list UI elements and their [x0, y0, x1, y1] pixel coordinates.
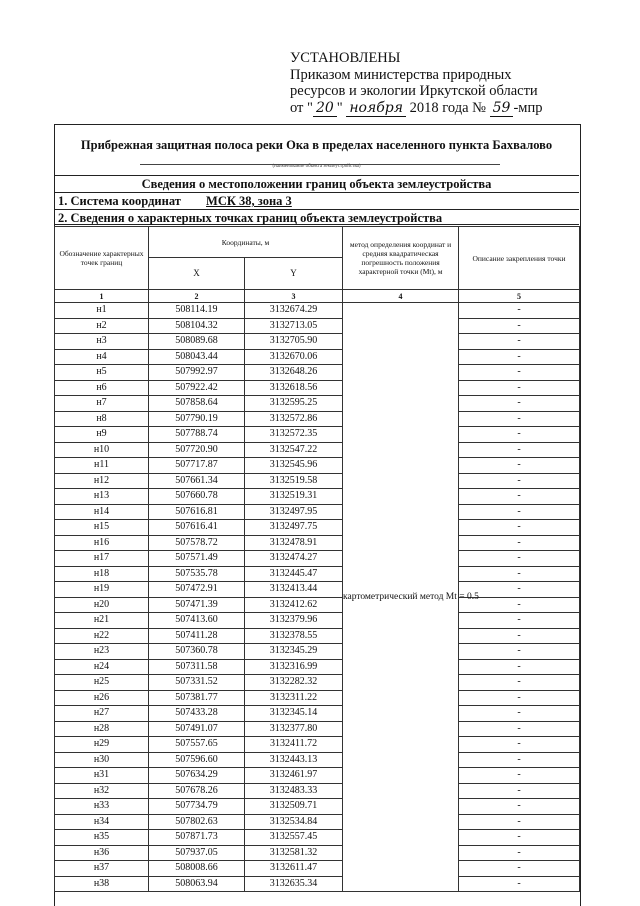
y-coordinate-cell: 3132443.13 — [245, 752, 343, 768]
description-cell: - — [459, 861, 580, 877]
x-coordinate-cell: 507802.63 — [149, 814, 245, 830]
description-cell: - — [459, 597, 580, 613]
point-name-cell: н38 — [55, 876, 149, 892]
table-row — [55, 690, 580, 706]
description-cell: - — [459, 845, 580, 861]
x-coordinate-cell: 508008.66 — [149, 861, 245, 877]
date-suffix: 2018 года № — [409, 99, 486, 116]
point-name-cell: н36 — [55, 845, 149, 861]
y-coordinate-cell: 3132497.95 — [245, 504, 343, 520]
description-cell: - — [459, 628, 580, 644]
x-coordinate-cell: 507571.49 — [149, 551, 245, 567]
table-row — [55, 427, 580, 443]
description-cell: - — [459, 737, 580, 753]
x-coordinate-cell: 507678.26 — [149, 783, 245, 799]
y-coordinate-cell: 3132595.25 — [245, 396, 343, 412]
y-coordinate-cell: 3132497.75 — [245, 520, 343, 536]
description-cell: - — [459, 504, 580, 520]
table-row — [55, 411, 580, 427]
y-coordinate-cell: 3132713.05 — [245, 318, 343, 334]
point-name-cell: н2 — [55, 318, 149, 334]
description-cell: - — [459, 783, 580, 799]
y-coordinate-cell: 3132474.27 — [245, 551, 343, 567]
point-name-cell: н37 — [55, 861, 149, 877]
x-coordinate-cell: 507717.87 — [149, 458, 245, 474]
date-mid: " — [336, 99, 343, 116]
x-coordinate-cell: 507634.29 — [149, 768, 245, 784]
table-row — [55, 442, 580, 458]
col-y-header: Y — [245, 258, 343, 290]
approval-stamp — [290, 50, 542, 116]
y-coordinate-cell: 3132618.56 — [245, 380, 343, 396]
table-row — [55, 830, 580, 846]
description-cell: - — [459, 365, 580, 381]
description-cell: - — [459, 799, 580, 815]
x-coordinate-cell: 507858.64 — [149, 396, 245, 412]
col-method-header: метод определения координат и средняя квадратическая погрешность положения характерной точки (Mt), м — [343, 227, 459, 290]
table-row — [55, 396, 580, 412]
table-row — [55, 349, 580, 365]
point-name-cell: н32 — [55, 783, 149, 799]
table-row — [55, 334, 580, 350]
table-row — [55, 845, 580, 861]
x-coordinate-cell: 507578.72 — [149, 535, 245, 551]
table-row — [55, 861, 580, 877]
x-coordinate-cell: 508104.32 — [149, 318, 245, 334]
x-coordinate-cell: 507471.39 — [149, 597, 245, 613]
x-coordinate-cell: 508043.44 — [149, 349, 245, 365]
description-cell: - — [459, 427, 580, 443]
y-coordinate-cell: 3132379.96 — [245, 613, 343, 629]
x-coordinate-cell: 508063.94 — [149, 876, 245, 892]
y-coordinate-cell: 3132483.33 — [245, 783, 343, 799]
point-name-cell: н25 — [55, 675, 149, 691]
point-name-cell: н33 — [55, 799, 149, 815]
x-coordinate-cell: 507937.05 — [149, 845, 245, 861]
table-row — [55, 768, 580, 784]
x-coordinate-cell: 508089.68 — [149, 334, 245, 350]
x-coordinate-cell: 507331.52 — [149, 675, 245, 691]
description-cell: - — [459, 768, 580, 784]
table-row — [55, 489, 580, 505]
point-name-cell: н13 — [55, 489, 149, 505]
table-row — [55, 473, 580, 489]
point-name-cell: н16 — [55, 535, 149, 551]
point-name-cell: н9 — [55, 427, 149, 443]
point-name-cell: н7 — [55, 396, 149, 412]
description-cell: - — [459, 303, 580, 319]
date-day: 20 — [313, 100, 337, 117]
points-table — [54, 226, 580, 892]
point-name-cell: н23 — [55, 644, 149, 660]
point-name-cell: н28 — [55, 721, 149, 737]
table-row — [55, 628, 580, 644]
description-cell: - — [459, 396, 580, 412]
table-row — [55, 365, 580, 381]
coord-system-value: МСК 38, зона 3 — [206, 194, 292, 208]
object-title-caption: (наименование объекта землеустройства) — [272, 164, 361, 169]
point-name-cell: н17 — [55, 551, 149, 567]
y-coordinate-cell: 3132509.71 — [245, 799, 343, 815]
description-cell: - — [459, 582, 580, 598]
table-row — [55, 318, 580, 334]
y-coordinate-cell: 3132282.32 — [245, 675, 343, 691]
y-coordinate-cell: 3132519.31 — [245, 489, 343, 505]
description-cell: - — [459, 566, 580, 582]
description-cell: - — [459, 489, 580, 505]
col-x-header: X — [149, 258, 245, 290]
y-coordinate-cell: 3132611.47 — [245, 861, 343, 877]
point-name-cell: н24 — [55, 659, 149, 675]
section-title: Сведения о местоположении границ объекта землеустройства — [54, 175, 579, 192]
description-cell: - — [459, 349, 580, 365]
point-name-cell: н35 — [55, 830, 149, 846]
point-name-cell: н29 — [55, 737, 149, 753]
y-coordinate-cell: 3132670.06 — [245, 349, 343, 365]
description-cell: - — [459, 411, 580, 427]
table-row — [55, 504, 580, 520]
table-row — [55, 535, 580, 551]
table-row — [55, 675, 580, 691]
x-coordinate-cell: 507720.90 — [149, 442, 245, 458]
y-coordinate-cell: 3132345.29 — [245, 644, 343, 660]
table-row — [55, 752, 580, 768]
point-name-cell: н1 — [55, 303, 149, 319]
table-row — [55, 783, 580, 799]
point-name-cell: н22 — [55, 628, 149, 644]
points-table-body — [55, 303, 580, 892]
x-coordinate-cell: 507596.60 — [149, 752, 245, 768]
x-coordinate-cell: 507992.97 — [149, 365, 245, 381]
table-row — [55, 458, 580, 474]
y-coordinate-cell: 3132411.72 — [245, 737, 343, 753]
point-name-cell: н20 — [55, 597, 149, 613]
point-name-cell: н31 — [55, 768, 149, 784]
coord-system-label: 1. Система координат — [58, 194, 181, 208]
point-name-cell: н3 — [55, 334, 149, 350]
x-coordinate-cell: 507788.74 — [149, 427, 245, 443]
approval-line-3: ресурсов и экологии Иркутской области — [290, 83, 538, 99]
description-cell: - — [459, 551, 580, 567]
x-coordinate-cell: 507413.60 — [149, 613, 245, 629]
y-coordinate-cell: 3132461.97 — [245, 768, 343, 784]
table-row — [55, 520, 580, 536]
point-name-cell: н10 — [55, 442, 149, 458]
description-cell: - — [459, 706, 580, 722]
point-name-cell: н11 — [55, 458, 149, 474]
approval-line-1: УСТАНОВЛЕНЫ — [290, 50, 401, 66]
description-cell: - — [459, 458, 580, 474]
x-coordinate-cell: 507661.34 — [149, 473, 245, 489]
point-name-cell: н30 — [55, 752, 149, 768]
y-coordinate-cell: 3132316.99 — [245, 659, 343, 675]
description-cell: - — [459, 876, 580, 892]
col-desc-header: Описание закрепления точки — [459, 227, 580, 290]
y-coordinate-cell: 3132674.29 — [245, 303, 343, 319]
table-row — [55, 597, 580, 613]
x-coordinate-cell: 507433.28 — [149, 706, 245, 722]
point-name-cell: н26 — [55, 690, 149, 706]
description-cell: - — [459, 830, 580, 846]
x-coordinate-cell: 507472.91 — [149, 582, 245, 598]
table-row — [55, 566, 580, 582]
date-month: ноября — [346, 100, 406, 117]
x-coordinate-cell: 507660.78 — [149, 489, 245, 505]
table-row — [55, 551, 580, 567]
description-cell: - — [459, 644, 580, 660]
x-coordinate-cell: 507734.79 — [149, 799, 245, 815]
point-name-cell: н21 — [55, 613, 149, 629]
x-coordinate-cell: 507616.41 — [149, 520, 245, 536]
y-coordinate-cell: 3132413.44 — [245, 582, 343, 598]
method-cell: картометрический метод Mt = 0.5 — [343, 303, 459, 892]
point-name-cell: н27 — [55, 706, 149, 722]
date-prefix: от " — [290, 99, 313, 116]
approval-date — [290, 100, 542, 117]
description-cell: - — [459, 318, 580, 334]
approval-line-2: Приказом министерства природных — [290, 66, 512, 83]
x-coordinate-cell: 507616.81 — [149, 504, 245, 520]
description-cell: - — [459, 520, 580, 536]
point-name-cell: н4 — [55, 349, 149, 365]
table-row — [55, 721, 580, 737]
order-number-suffix: -мпр — [513, 99, 543, 116]
x-coordinate-cell: 507790.19 — [149, 411, 245, 427]
col-number: 5 — [459, 290, 580, 303]
x-coordinate-cell: 507871.73 — [149, 830, 245, 846]
col-coords-header: Координаты, м — [149, 227, 343, 258]
x-coordinate-cell: 507311.58 — [149, 659, 245, 675]
table-row — [55, 380, 580, 396]
y-coordinate-cell: 3132545.96 — [245, 458, 343, 474]
y-coordinate-cell: 3132377.80 — [245, 721, 343, 737]
description-cell: - — [459, 334, 580, 350]
description-cell: - — [459, 535, 580, 551]
y-coordinate-cell: 3132445.47 — [245, 566, 343, 582]
table-row — [55, 659, 580, 675]
y-coordinate-cell: 3132412.62 — [245, 597, 343, 613]
description-cell: - — [459, 380, 580, 396]
col-number: 2 — [149, 290, 245, 303]
col-point-header: Обозначение характерных точек границ — [55, 227, 149, 290]
table-row — [55, 876, 580, 892]
x-coordinate-cell: 507535.78 — [149, 566, 245, 582]
y-coordinate-cell: 3132648.26 — [245, 365, 343, 381]
y-coordinate-cell: 3132581.32 — [245, 845, 343, 861]
y-coordinate-cell: 3132519.58 — [245, 473, 343, 489]
point-name-cell: н14 — [55, 504, 149, 520]
y-coordinate-cell: 3132705.90 — [245, 334, 343, 350]
order-number: 59 — [490, 100, 514, 117]
description-cell: - — [459, 814, 580, 830]
table-row — [55, 582, 580, 598]
y-coordinate-cell: 3132547.22 — [245, 442, 343, 458]
point-name-cell: н15 — [55, 520, 149, 536]
table-row — [55, 799, 580, 815]
description-cell: - — [459, 721, 580, 737]
y-coordinate-cell: 3132311.22 — [245, 690, 343, 706]
point-name-cell: н8 — [55, 411, 149, 427]
description-cell: - — [459, 675, 580, 691]
col-number: 4 — [343, 290, 459, 303]
description-cell: - — [459, 473, 580, 489]
y-coordinate-cell: 3132572.86 — [245, 411, 343, 427]
object-title: Прибрежная защитная полоса реки Ока в пределах населенного пункта Бахвалово — [80, 138, 553, 152]
points-section-title: 2. Сведения о характерных точках границ объекта землеустройства — [54, 209, 579, 225]
x-coordinate-cell: 507381.77 — [149, 690, 245, 706]
point-name-cell: н5 — [55, 365, 149, 381]
y-coordinate-cell: 3132557.45 — [245, 830, 343, 846]
point-name-cell: н19 — [55, 582, 149, 598]
table-row — [55, 613, 580, 629]
y-coordinate-cell: 3132345.14 — [245, 706, 343, 722]
x-coordinate-cell: 507411.28 — [149, 628, 245, 644]
x-coordinate-cell: 507922.42 — [149, 380, 245, 396]
table-row — [55, 814, 580, 830]
point-name-cell: н6 — [55, 380, 149, 396]
y-coordinate-cell: 3132635.34 — [245, 876, 343, 892]
y-coordinate-cell: 3132572.35 — [245, 427, 343, 443]
y-coordinate-cell: 3132478.91 — [245, 535, 343, 551]
description-cell: - — [459, 752, 580, 768]
point-name-cell: н34 — [55, 814, 149, 830]
x-coordinate-cell: 508114.19 — [149, 303, 245, 319]
x-coordinate-cell: 507360.78 — [149, 644, 245, 660]
table-row — [55, 737, 580, 753]
y-coordinate-cell: 3132378.55 — [245, 628, 343, 644]
table-row — [55, 303, 580, 319]
description-cell: - — [459, 659, 580, 675]
point-name-cell: н12 — [55, 473, 149, 489]
point-name-cell: н18 — [55, 566, 149, 582]
description-cell: - — [459, 613, 580, 629]
coord-system — [54, 192, 579, 208]
description-cell: - — [459, 442, 580, 458]
col-number: 3 — [245, 290, 343, 303]
description-cell: - — [459, 690, 580, 706]
x-coordinate-cell: 507491.07 — [149, 721, 245, 737]
table-row — [55, 644, 580, 660]
col-number: 1 — [55, 290, 149, 303]
y-coordinate-cell: 3132534.84 — [245, 814, 343, 830]
x-coordinate-cell: 507557.65 — [149, 737, 245, 753]
table-row — [55, 706, 580, 722]
